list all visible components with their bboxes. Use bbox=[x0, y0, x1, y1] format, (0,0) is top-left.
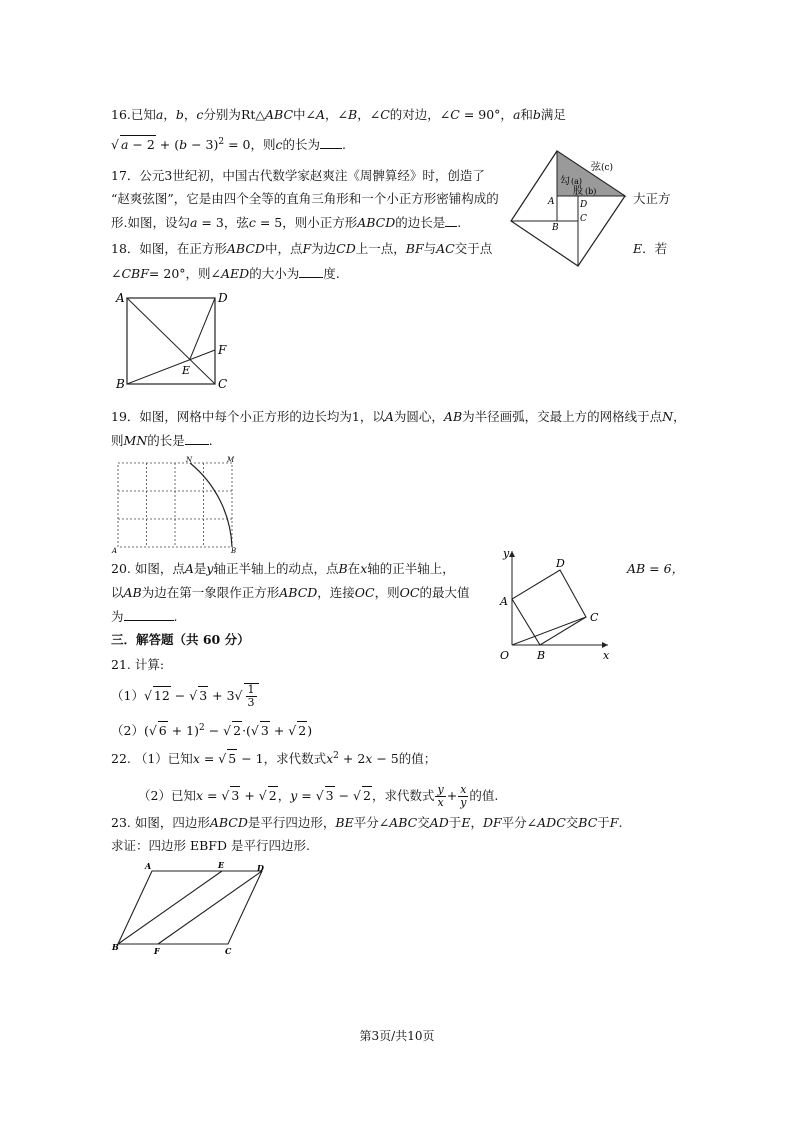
q18-text: AED bbox=[221, 266, 250, 281]
q18-text: 与 bbox=[423, 241, 437, 256]
q21-part1: （1）√ 12 − √ 3 + 3√ $\frac{1}{3}$ bbox=[111, 683, 259, 709]
q20-text: ABCD bbox=[279, 585, 318, 600]
q23-text: AD bbox=[429, 815, 449, 830]
q23-text: DF bbox=[482, 815, 502, 830]
q22-text: 22. （1）已知 bbox=[111, 751, 193, 767]
label-gou: 勾 bbox=[560, 176, 570, 187]
q17-line1: 17．公元3世纪初，中国古代数学家赵爽注《周髀算经》时，创造了 bbox=[111, 168, 485, 183]
label-b: (b) bbox=[585, 187, 597, 196]
q23-text: ABC bbox=[389, 815, 418, 830]
q17-text: ABCD bbox=[357, 215, 396, 230]
q23-text: 平分∠ bbox=[353, 815, 390, 830]
page-footer: 第3页/共10页 bbox=[359, 1029, 435, 1043]
q23-text: 于 bbox=[597, 815, 610, 830]
q20-text: ，则 bbox=[374, 585, 400, 600]
q19-text: 则 bbox=[111, 433, 124, 448]
label-B: B bbox=[231, 547, 237, 555]
q16-text: 已知 bbox=[130, 107, 156, 122]
q18-text: CBF bbox=[121, 266, 149, 281]
label-C: C bbox=[580, 214, 587, 224]
q16-number: 16. bbox=[111, 107, 131, 122]
q19-text: N bbox=[662, 409, 674, 424]
label-A: A bbox=[112, 547, 118, 555]
label-E: E bbox=[218, 860, 225, 870]
q16-line1: 16.已知a，b，c分别为Rt△ABC中∠A，∠B，∠C的对边，∠C = 90°，a和b满足 bbox=[111, 107, 566, 122]
q23-text: . bbox=[618, 815, 623, 830]
q16-text: ，则 bbox=[250, 137, 276, 153]
q19-text: 19．如图，网格中每个小正方形的边长均为1，以 bbox=[111, 409, 385, 424]
q19-text: 为圆心， bbox=[393, 409, 444, 424]
q23-text: BC bbox=[578, 815, 598, 830]
q23-text: 平分∠ bbox=[501, 815, 538, 830]
label-C: C bbox=[218, 377, 228, 391]
q22-text: 的值. bbox=[469, 788, 499, 803]
q20-text: 是 bbox=[193, 561, 207, 576]
q20-text: OC bbox=[354, 585, 375, 600]
q23-text: E bbox=[461, 815, 471, 830]
label-E: E bbox=[182, 364, 191, 377]
q18-text: 的大小为 bbox=[249, 266, 300, 281]
q20-text: x bbox=[360, 561, 368, 576]
section-title: 三．解答题（共 60 分） bbox=[111, 632, 250, 647]
label-A: A bbox=[500, 595, 508, 608]
q20-text: 轴的正半轴上， bbox=[367, 561, 455, 576]
q16-text: 的长为 bbox=[282, 137, 321, 153]
q17-text: ，弦 bbox=[223, 215, 249, 230]
q18-text: 交于点 bbox=[454, 241, 493, 256]
q22-text: 的值； bbox=[398, 751, 437, 767]
q20-text: 在 bbox=[347, 561, 361, 576]
q23-text: BE bbox=[335, 815, 354, 830]
grid-arc-figure bbox=[110, 455, 240, 555]
q22-line1: 22. （1）已知x = √ 5 − 1，求代数式$x^2 + 2x - 5$的值； bbox=[111, 751, 437, 767]
q18-text: 18．如图，在正方形 bbox=[111, 241, 227, 256]
q23-text: ， bbox=[470, 815, 483, 830]
parallelogram-figure bbox=[110, 858, 270, 958]
label-gu: 股 bbox=[573, 186, 583, 197]
q17-line2-tail: 大正方 bbox=[633, 191, 671, 206]
q17-text: ，则小正方形 bbox=[282, 215, 358, 230]
label-O: O bbox=[500, 649, 510, 662]
label-y: y bbox=[503, 547, 510, 560]
q16-line2: √ $a - 2 + (b - 3)^2 = 0$，则c的长为 . bbox=[111, 137, 347, 153]
q21-text: （1） bbox=[111, 688, 144, 703]
q18-text: 中，点 bbox=[264, 241, 303, 256]
q19-text: ， bbox=[673, 409, 686, 424]
q20-text: 为边在第一象限作正方形 bbox=[141, 585, 280, 600]
q23-text: 23. 如图，四边形 bbox=[111, 815, 210, 830]
label-D: D bbox=[218, 291, 228, 305]
label-A: A bbox=[145, 861, 152, 871]
answer-blank bbox=[445, 226, 457, 227]
q20-text: B bbox=[338, 561, 348, 576]
q23-text: ABCD bbox=[209, 815, 248, 830]
q20-text: y bbox=[206, 561, 214, 576]
label-C: C bbox=[225, 946, 232, 956]
q16-text: 和 bbox=[520, 107, 533, 122]
q20-text: A bbox=[184, 561, 194, 576]
label-A: A bbox=[116, 291, 125, 305]
label-B: B bbox=[537, 649, 546, 662]
q18-text: BF bbox=[405, 241, 424, 256]
square-figure bbox=[112, 288, 237, 393]
q19-text: MN bbox=[123, 433, 148, 448]
q18-line1 bbox=[111, 240, 492, 257]
q19-line1 bbox=[111, 408, 686, 425]
q22-text: ，求代数式 bbox=[371, 788, 435, 803]
q16-text: 分别为 bbox=[203, 107, 241, 122]
q18-line2 bbox=[111, 265, 340, 282]
label-B: B bbox=[112, 942, 119, 952]
q17-text: 形.如图，设勾 bbox=[111, 215, 190, 230]
q18-text: ∠ bbox=[111, 266, 122, 281]
q22-line2: （2）已知x = √ 3 + √ 2，y = √ 3 − √ 2，求代数式 $\frac{y}{x}$ + $\frac{x}{y}$ 的值. bbox=[138, 783, 499, 809]
q22-text: ， bbox=[277, 788, 291, 803]
q20-text: OC bbox=[399, 585, 420, 600]
label-a: (a) bbox=[571, 177, 583, 186]
q23-text: 于 bbox=[448, 815, 462, 830]
q23-text: 交 bbox=[417, 815, 430, 830]
q23-text: 交 bbox=[565, 815, 579, 830]
q18-text: AC bbox=[436, 241, 455, 256]
label-x: x bbox=[603, 649, 610, 662]
label-D: D bbox=[556, 557, 565, 570]
label-D: D bbox=[580, 200, 588, 210]
q23-line2: 求证：四边形 EBFD 是平行四边形. bbox=[111, 838, 310, 853]
q16-text: 的对边， bbox=[389, 107, 440, 122]
label-B: B bbox=[116, 377, 125, 391]
q22-text: （2）已知 bbox=[138, 788, 196, 803]
answer-blank bbox=[185, 444, 209, 445]
label-B: B bbox=[552, 223, 559, 233]
label-N: N bbox=[186, 456, 193, 464]
q18-text: 上一点， bbox=[355, 241, 406, 256]
q18-text: ．若 bbox=[642, 241, 668, 256]
label-F: F bbox=[218, 343, 227, 357]
q19-text: 为半径画弧，交最上方的网格线于点 bbox=[462, 409, 663, 424]
q21-title: 21. 计算: bbox=[111, 657, 165, 672]
q20-text: 的最大值 bbox=[419, 585, 470, 600]
q18-text: CD bbox=[336, 241, 356, 256]
q19-line2: 则MN的长是 . bbox=[111, 433, 213, 448]
answer-blank bbox=[320, 148, 342, 149]
q23-text: F bbox=[609, 815, 619, 830]
q17-text: 的边长是 bbox=[395, 215, 446, 230]
q23-line1 bbox=[111, 814, 622, 831]
zhaoshuang-figure bbox=[505, 148, 635, 273]
q18-text: 为边 bbox=[311, 241, 337, 256]
q18-line1-tail bbox=[633, 240, 667, 257]
label-F: F bbox=[154, 946, 160, 956]
q18-text: 度. bbox=[323, 266, 340, 281]
q16-text: 满足 bbox=[540, 107, 566, 122]
q20-ab6: AB = 6， bbox=[627, 561, 685, 576]
q20-line1 bbox=[111, 560, 455, 577]
q20-text: 20. 如图，点 bbox=[111, 561, 185, 576]
q20-line3: 为 . bbox=[111, 609, 178, 624]
label-D: D bbox=[257, 863, 264, 873]
q19-text: 的长是 bbox=[147, 433, 185, 448]
q22-text: ，求代数式 bbox=[263, 751, 327, 767]
q18-text: F bbox=[302, 241, 312, 256]
answer-blank bbox=[124, 620, 174, 621]
q21-part2: （2）(√ 6 + 1)$^2$ − √ 2·(√ 3 + √ 2) bbox=[111, 723, 313, 739]
q19-text: AB bbox=[443, 409, 463, 424]
q16-text: 中 bbox=[293, 107, 306, 122]
q21-text: （2） bbox=[111, 723, 144, 739]
answer-blank bbox=[299, 277, 323, 278]
q18-text: E bbox=[633, 241, 643, 256]
q23-text: 是平行四边形， bbox=[247, 815, 336, 830]
q17-line2: “赵爽弦图”，它是由四个全等的直角三角形和一个小正方形密铺构成的 bbox=[111, 191, 499, 206]
q18-text: ABCD bbox=[226, 241, 265, 256]
coordinate-square-figure bbox=[490, 545, 615, 665]
label-M: M bbox=[227, 456, 235, 464]
q20-text: 以 bbox=[111, 585, 124, 600]
label-xian: 弦 bbox=[591, 162, 601, 173]
label-c: (c) bbox=[601, 163, 614, 173]
q20-text: ，连接 bbox=[317, 585, 355, 600]
q20-line2 bbox=[111, 584, 469, 601]
label-C: C bbox=[590, 611, 599, 624]
label-A: A bbox=[548, 197, 555, 207]
q23-text: ADC bbox=[537, 815, 566, 830]
q20-text: AB bbox=[123, 585, 142, 600]
q17-line3: 形.如图，设勾a = 3，弦c = 5，则小正方形ABCD的边长是 . bbox=[111, 215, 462, 230]
q19-text: A bbox=[384, 409, 394, 424]
q20-text: 轴正半轴上的动点，点 bbox=[213, 561, 339, 576]
q18-text: = 20°，则∠ bbox=[148, 266, 221, 281]
q20-text: 为 bbox=[111, 609, 124, 624]
